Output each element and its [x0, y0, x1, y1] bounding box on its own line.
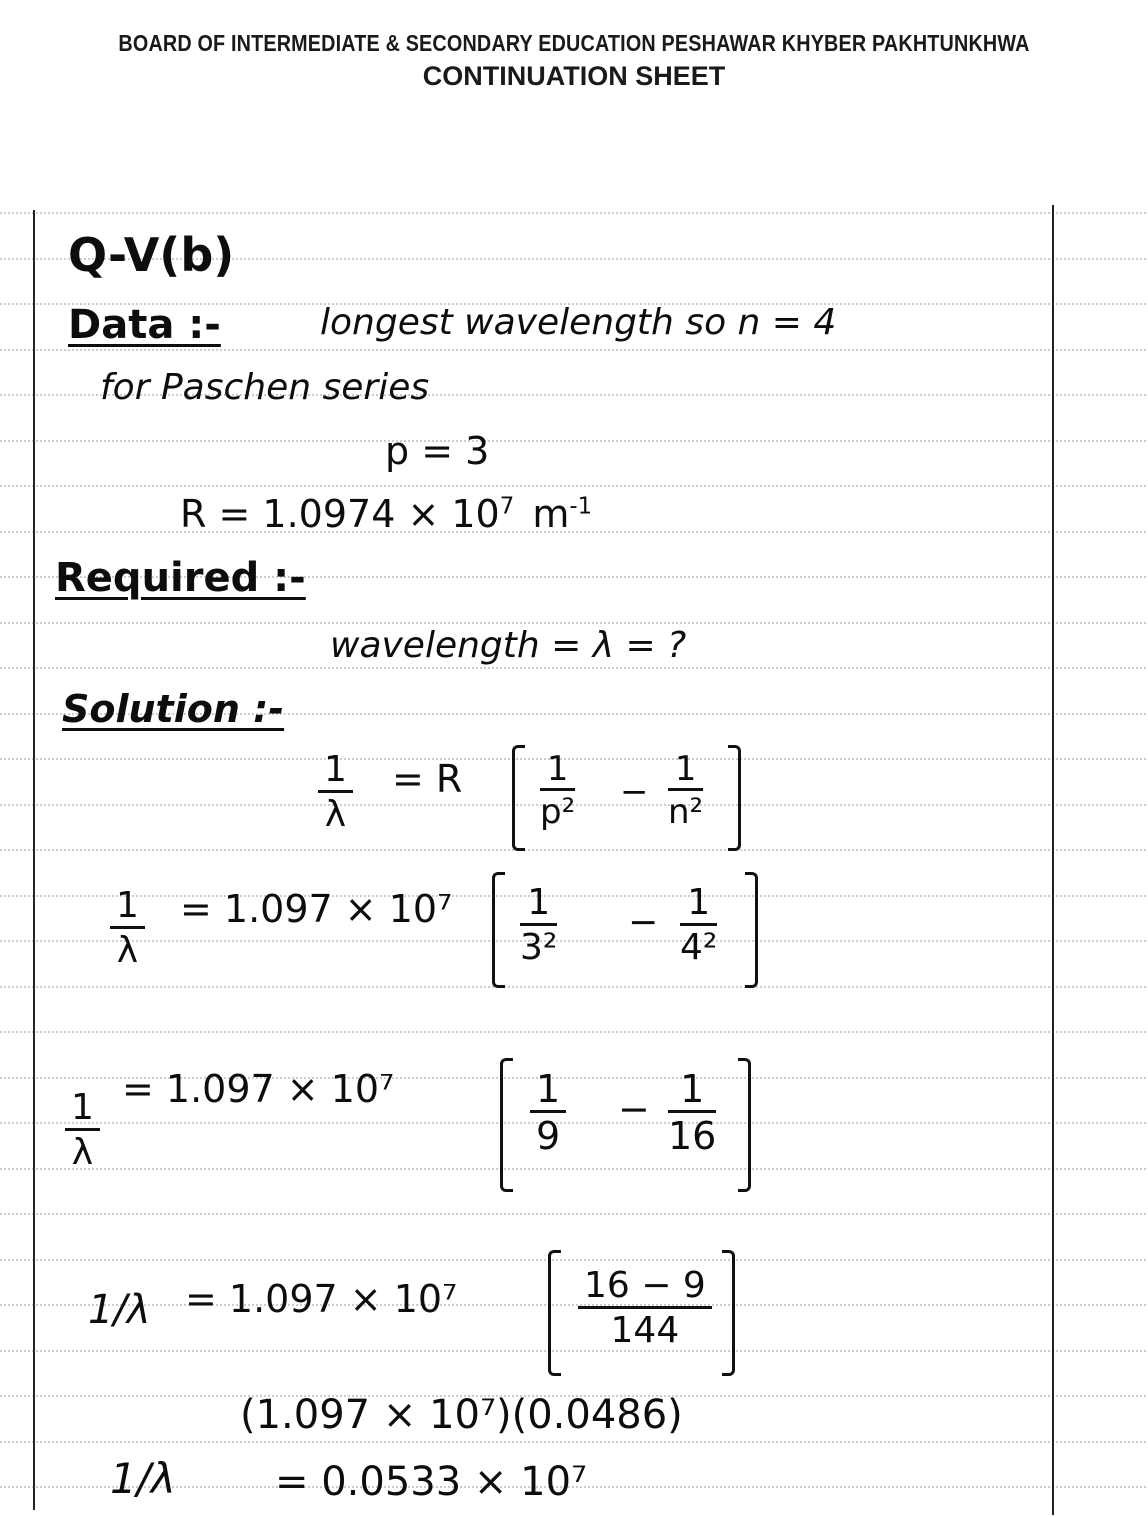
step2-lhs-numerator: 1	[110, 888, 145, 929]
data-line-2: for Paschen series	[100, 367, 430, 408]
step4-equals: = 1.097 × 10⁷	[185, 1277, 458, 1321]
step4-right-bracket	[722, 1250, 735, 1376]
step2-a-denominator: 3²	[520, 927, 558, 968]
question-number: Q-V(b)	[68, 228, 235, 282]
step1-minus: −	[620, 772, 649, 812]
step2-right-bracket	[745, 872, 758, 988]
step6-lhs: 1/λ	[110, 1454, 176, 1503]
step2-equals: = 1.097 × 10⁷	[180, 887, 453, 931]
step1-left-bracket	[512, 745, 525, 851]
step2-a-numerator: 1	[520, 885, 557, 926]
step1-lhs-numerator: 1	[318, 752, 353, 793]
data-r	[180, 492, 593, 536]
data-heading: Data :-	[68, 302, 221, 348]
data-r-unit-exponent: -1	[569, 493, 593, 520]
step1-a-denominator: p²	[540, 792, 576, 832]
step3-equals: = 1.097 × 10⁷	[122, 1067, 395, 1111]
step1-equals-r: = R	[392, 757, 463, 801]
step3-term-b	[668, 1067, 717, 1158]
step2-lhs-denominator: λ	[116, 930, 139, 971]
step1-lhs-denominator: λ	[324, 794, 347, 835]
required-value: wavelength = λ = ?	[330, 625, 687, 666]
data-p: p = 3	[385, 429, 490, 473]
step3-a-denominator: 9	[536, 1114, 561, 1158]
data-r-value: R = 1.0974 × 10	[180, 492, 500, 536]
step5-product: (1.097 × 10⁷)(0.0486)	[240, 1392, 683, 1438]
step2-b-numerator: 1	[680, 885, 717, 926]
step2-term-a	[520, 882, 558, 968]
step1-lhs-fraction	[318, 749, 353, 835]
left-margin-line	[33, 210, 35, 1510]
step2-left-bracket	[492, 872, 505, 988]
step3-b-numerator: 1	[668, 1070, 716, 1113]
step3-right-bracket	[738, 1058, 751, 1192]
data-r-unit: m	[532, 492, 570, 536]
step4-fraction	[578, 1265, 712, 1351]
step1-term-b	[668, 749, 704, 832]
step2-b-denominator: 4²	[680, 927, 718, 968]
step3-left-bracket	[500, 1058, 513, 1192]
step3-b-denominator: 16	[668, 1114, 717, 1158]
data-r-exponent: 7	[499, 493, 515, 520]
step1-b-denominator: n²	[668, 792, 704, 832]
step6-rhs: = 0.0533 × 10⁷	[275, 1459, 588, 1505]
board-title: BOARD OF INTERMEDIATE & SECONDARY EDUCATION PESHAWAR KHYBER PAKHTUNKHWA	[118, 30, 1030, 56]
solution-heading: Solution :-	[62, 687, 285, 731]
step3-lhs-denominator: λ	[71, 1132, 94, 1173]
step3-a-numerator: 1	[530, 1070, 566, 1113]
step1-a-numerator: 1	[540, 752, 575, 791]
right-margin-line	[1052, 205, 1054, 1515]
step2-lhs-fraction	[110, 885, 145, 971]
step3-lhs-numerator: 1	[65, 1090, 100, 1131]
step2-term-b	[680, 882, 718, 968]
required-heading: Required :-	[55, 555, 306, 601]
step4-denominator: 144	[610, 1310, 680, 1351]
step4-left-bracket	[548, 1250, 561, 1376]
step3-term-a	[530, 1067, 566, 1158]
step2-minus: −	[628, 902, 659, 943]
page-header	[0, 30, 1148, 92]
step4-lhs: 1/λ	[88, 1287, 151, 1333]
step1-right-bracket	[728, 745, 741, 851]
step4-numerator: 16 − 9	[578, 1268, 712, 1309]
step3-lhs-fraction	[65, 1087, 100, 1173]
step3-minus: −	[618, 1087, 650, 1131]
step1-term-a	[540, 749, 576, 832]
sheet-title: CONTINUATION SHEET	[422, 61, 726, 91]
step1-b-numerator: 1	[668, 752, 703, 791]
data-line-1: longest wavelength so n = 4	[320, 302, 837, 343]
